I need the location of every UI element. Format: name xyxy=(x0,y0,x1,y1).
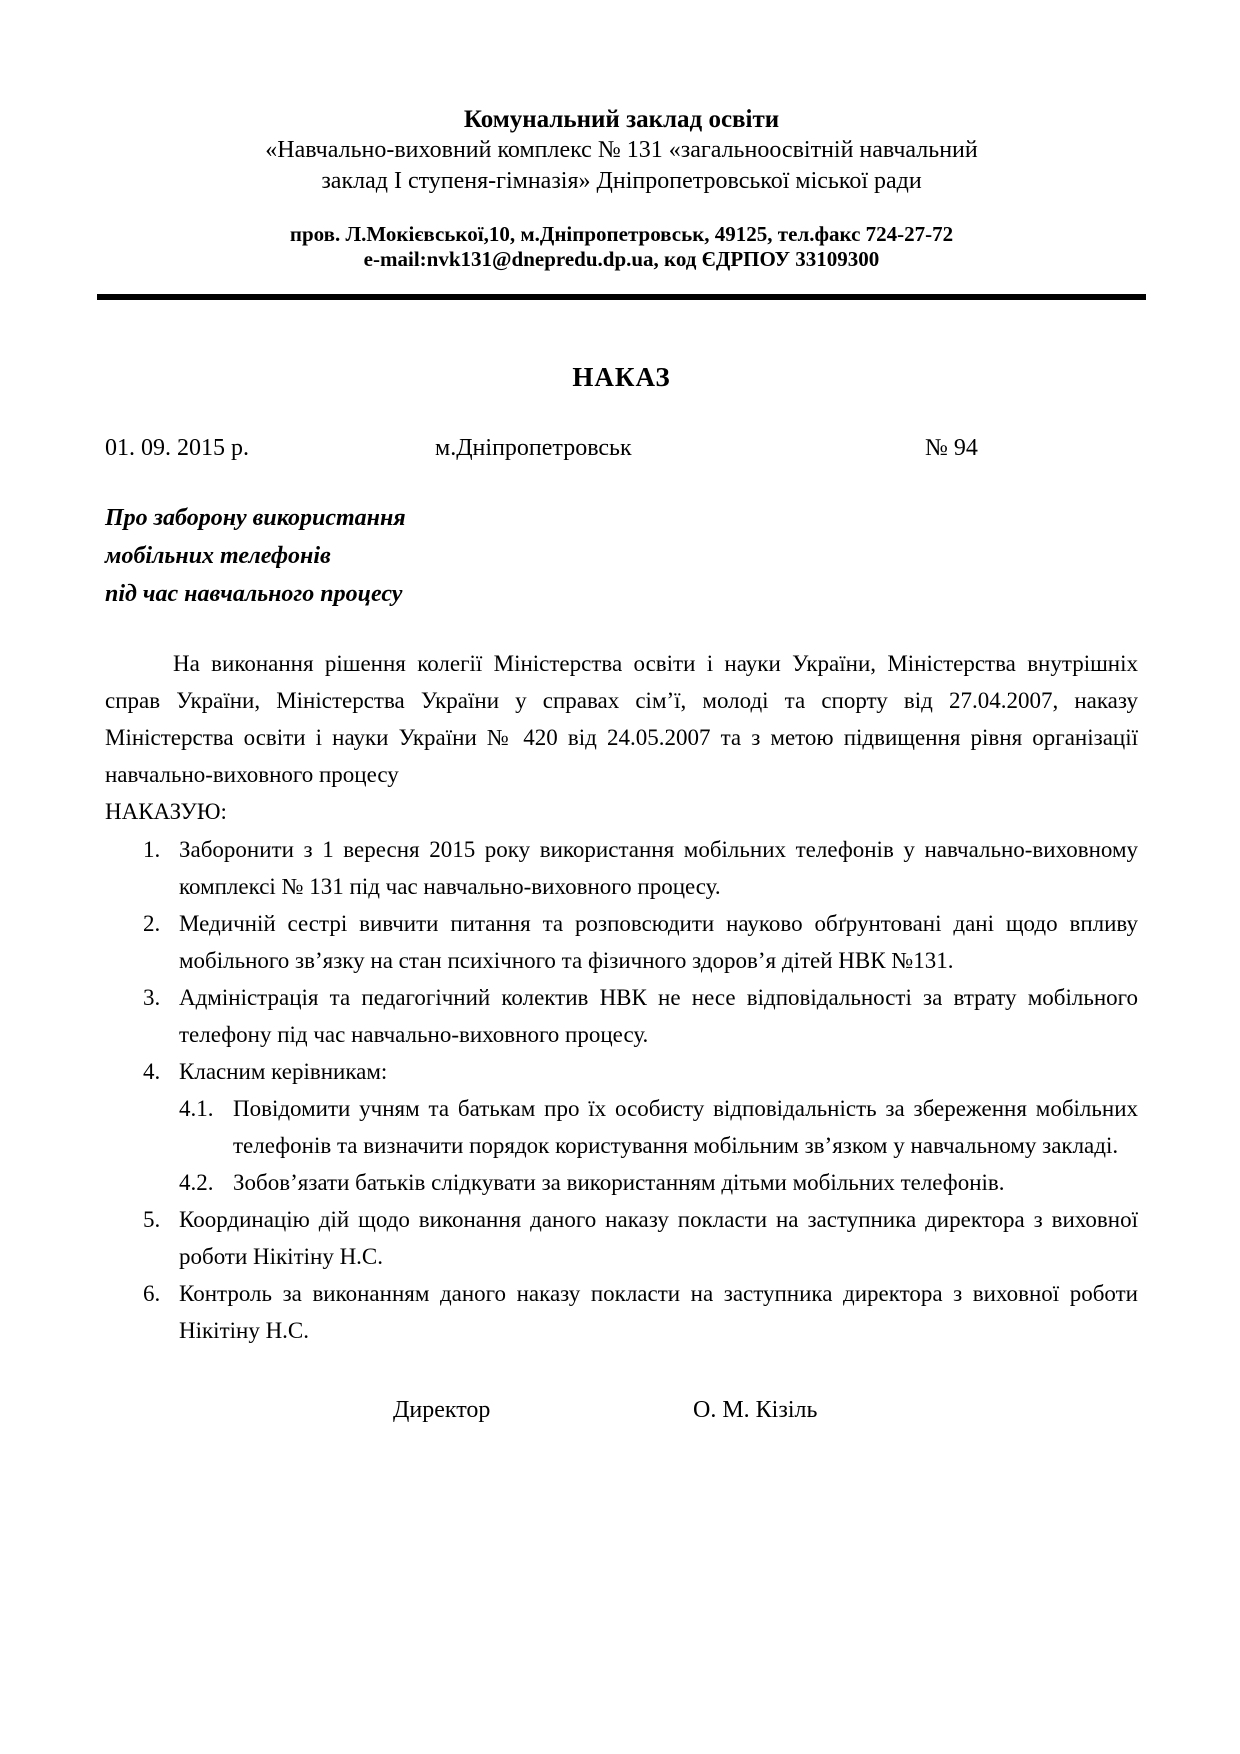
document-content xyxy=(105,104,1138,1431)
preamble-paragraph: На виконання рішення колегії Міністерства освіти і науки України, Міністерства внутрішніх справ України, Міністерства України у справах сім’ї, молоді та спорту від 27.04.2007, наказу Міністерства освіти і науки України № 420 від 24.05.2007 та з метою підвищення рівня організації навчально-виховного процесу xyxy=(105,651,1138,787)
item-number: 1. xyxy=(143,837,161,862)
signer-position: Директор xyxy=(393,1397,491,1423)
order-item-1 xyxy=(105,831,1138,905)
order-city: м.Дніпропетровськ xyxy=(435,435,632,461)
item-number: 4. xyxy=(143,1059,161,1084)
order-item-2 xyxy=(105,905,1138,979)
decree-word: НАКАЗУЮ: xyxy=(105,799,227,824)
order-item-4-1 xyxy=(105,1090,1138,1164)
signature-block xyxy=(105,1397,1138,1431)
item-text: Зобов’язати батьків слідкувати за використанням дітьми мобільних телефонів. xyxy=(233,1170,1005,1195)
item-number: 2. xyxy=(143,911,161,936)
signer-name: О. М. Кізіль xyxy=(693,1397,818,1423)
order-subject xyxy=(105,499,1138,613)
order-item-3 xyxy=(105,979,1138,1053)
subject-line-3: під час навчального процесу xyxy=(105,581,403,607)
order-items xyxy=(105,831,1138,1349)
item-text: Адміністрація та педагогічний колектив НВК не несе відповідальності за втрату мобільного телефону під час навчально-виховного процесу. xyxy=(179,985,1138,1047)
letterhead-divider xyxy=(97,294,1146,300)
organization-name-line-2: заклад І ступеня-гімназія» Дніпропетровської міської ради xyxy=(321,168,922,194)
order-item-5 xyxy=(105,1201,1138,1275)
letterhead xyxy=(105,104,1138,272)
item-text: Медичній сестрі вивчити питання та розповсюдити науково обґрунтовані дані щодо впливу мобільного зв’язку на стан психічного та фізичного здоров’я дітей НВК №131. xyxy=(179,911,1138,973)
order-number: № 94 xyxy=(925,435,978,461)
order-item-4 xyxy=(105,1053,1138,1090)
item-number: 4.1. xyxy=(179,1096,214,1121)
order-date: 01. 09. 2015 р. xyxy=(105,435,249,461)
item-number: 5. xyxy=(143,1207,161,1232)
organization-contacts xyxy=(105,222,1138,272)
item-text: Контроль за виконанням даного наказу покласти на заступника директора з виховної роботи Нікітіну Н.С. xyxy=(179,1281,1138,1343)
subject-line-2: мобільних телефонів xyxy=(105,543,331,569)
order-item-6 xyxy=(105,1275,1138,1349)
item-text: Класним керівникам: xyxy=(179,1059,388,1084)
item-text: Заборонити з 1 вересня 2015 року використання мобільних телефонів у навчально-виховному комплексі № 131 під час навчально-виховного процесу. xyxy=(179,837,1138,899)
item-text: Повідомити учням та батькам про їх особисту відповідальність за збереження мобільних телефонів та визначити порядок користування мобільним зв’язком у навчальному закладі. xyxy=(233,1096,1138,1158)
item-number: 6. xyxy=(143,1281,161,1306)
subject-line-1: Про заборону використання xyxy=(105,505,406,531)
organization-name-line-1: «Навчально-виховний комплекс № 131 «загальноосвітній навчальний xyxy=(265,137,978,163)
organization-email-and-code: e-mail:nvk131@dnepredu.dp.ua, код ЄДРПОУ 33109300 xyxy=(363,247,880,271)
item-text: Координацію дій щодо виконання даного наказу покласти на заступника директора з виховної роботи Нікітіну Н.С. xyxy=(179,1207,1138,1269)
order-meta-row xyxy=(105,435,1138,465)
organization-type: Комунальний заклад освіти xyxy=(463,106,780,133)
item-number: 4.2. xyxy=(179,1170,214,1195)
order-title: НАКАЗ xyxy=(572,362,671,392)
organization-address: пров. Л.Мокієвської,10, м.Дніпропетровськ, 49125, тел.факс 724-27-72 xyxy=(289,222,954,246)
item-number: 3. xyxy=(143,985,161,1010)
order-item-4-2 xyxy=(105,1164,1138,1201)
